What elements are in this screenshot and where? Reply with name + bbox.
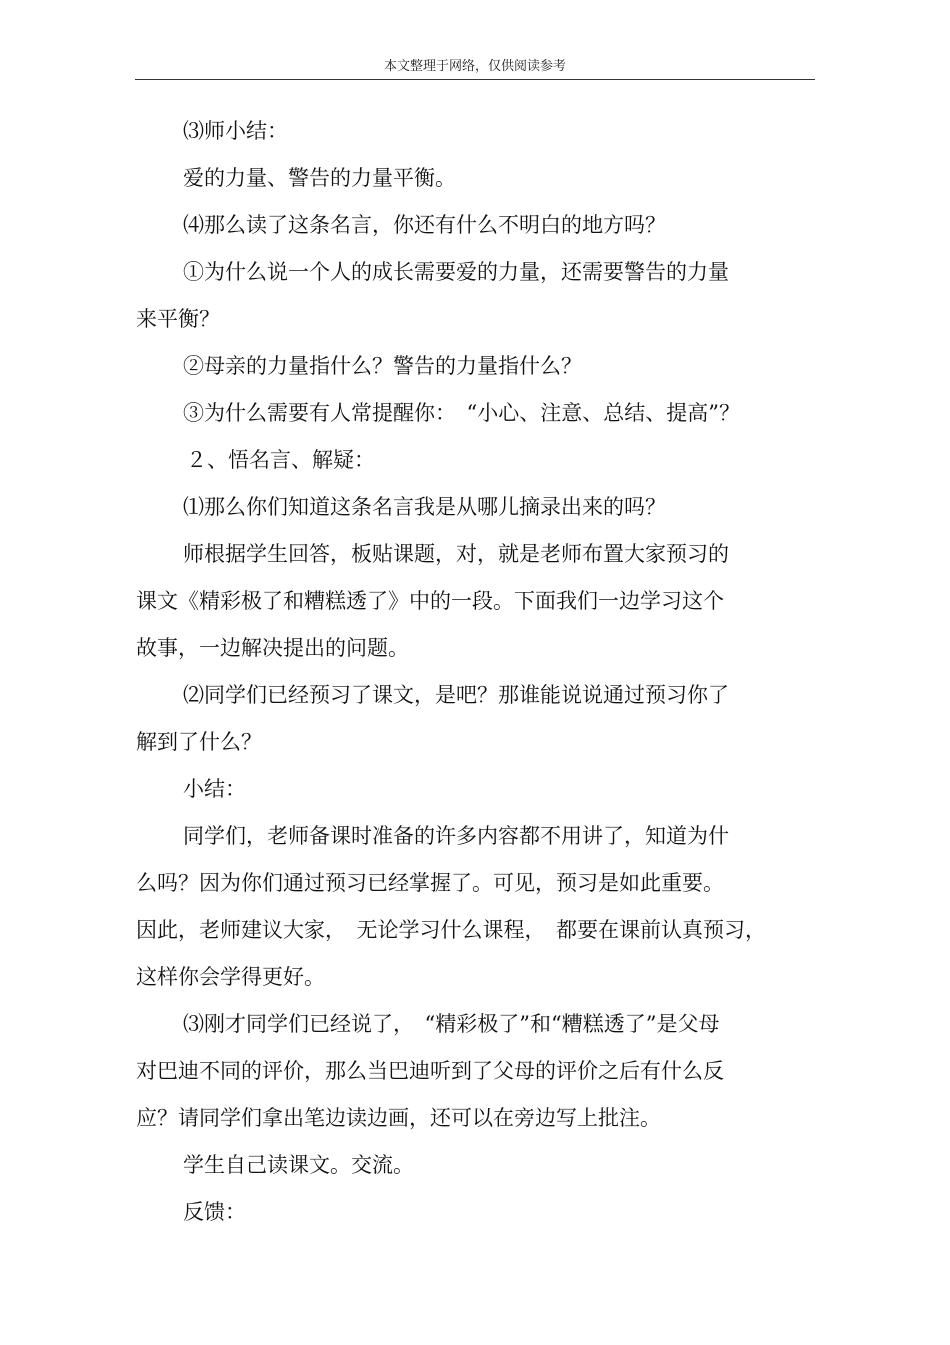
page-header: 本文整理于网络，仅供阅读参考: [383, 59, 566, 74]
paragraph-line: 故事，一边解决提出的问题。: [136, 636, 409, 660]
paragraph-line: ①为什么说一个人的成长需要爱的力量，还需要警告的力量: [183, 260, 729, 284]
paragraph-line: 小结：: [183, 777, 246, 801]
paragraph-line: 师根据学生回答，板贴课题，对，就是老师布置大家预习的: [183, 542, 729, 566]
paragraph-line: ⑴那么你们知道这条名言我是从哪儿摘录出来的吗？: [183, 495, 666, 519]
paragraph-line: 同学们，老师备课时准备的许多内容都不用讲了，知道为什: [183, 824, 729, 848]
paragraph-line: ②母亲的力量指什么？警告的力量指什么？: [183, 354, 582, 378]
section-heading: ２、悟名言、解疑：: [186, 448, 375, 472]
paragraph-line: 么吗？因为你们通过预习已经掌握了。可见，预习是如此重要。: [136, 871, 724, 895]
paragraph-line: 因此，老师建议大家， 无论学习什么课程， 都要在课前认真预习，: [136, 918, 766, 942]
paragraph-line: 反馈：: [183, 1200, 246, 1224]
paragraph-line: 爱的力量、警告的力量平衡。: [183, 166, 456, 190]
paragraph-line: ③为什么需要有人常提醒你： “小心、注意、总结、提高”？: [183, 401, 740, 425]
paragraph-line: 解到了什么？: [136, 730, 262, 754]
paragraph-line: 这样你会学得更好。: [136, 965, 325, 989]
paragraph-line: ⑵同学们已经预习了课文，是吧？那谁能说说通过预习你了: [183, 683, 729, 707]
paragraph-line: 学生自己读课文。交流。: [183, 1153, 414, 1177]
paragraph-line: ⑶师小结：: [183, 119, 288, 143]
document-body: [136, 108, 796, 1236]
paragraph-line: 对巴迪不同的评价，那么当巴迪听到了父母的评价之后有什么反: [136, 1059, 724, 1083]
paragraph-line: ⑶刚才同学们已经说了， “精彩极了”和“糟糕透了”是父母: [183, 1012, 720, 1036]
paragraph-line: 来平衡？: [136, 307, 220, 331]
paragraph-line: 应？请同学们拿出笔边读边画，还可以在旁边写上批注。: [136, 1106, 661, 1130]
paragraph-line: ⑷那么读了这条名言，你还有什么不明白的地方吗？: [183, 213, 666, 237]
paragraph-line: 课文《精彩极了和糟糕透了》中的一段。下面我们一边学习这个: [136, 589, 724, 613]
header-divider: [135, 79, 815, 80]
